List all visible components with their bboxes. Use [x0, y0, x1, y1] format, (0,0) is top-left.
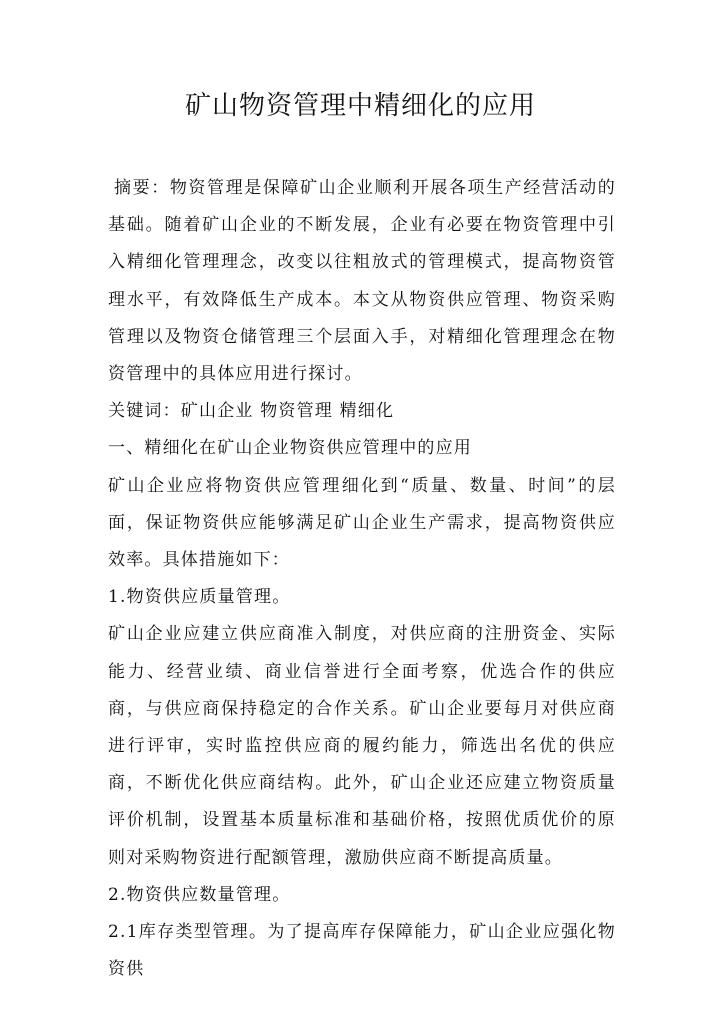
quality-paragraph: 矿山企业应建立供应商准入制度，对供应商的注册资金、实际能力、经营业绩、商业信誉进行全面考察，优选合作的供应商，与供应商保持稳定的合作关系。矿山企业要每月对供应商进行评审，实时监控供应商的履约能力，筛选出名优的供应商，不断优化供应商结构。此外，矿山企业还应建立物资质量评价机制，设置基本质量标准和基础价格，按照优质优价的原则对采购物资进行配额管理，激励供应商不断提高质量。 [108, 624, 616, 868]
keywords-line: 关键词：矿山企业 物资管理 精细化 [108, 401, 395, 422]
subsection-heading-quality: 1.物资供应质量管理。 [108, 587, 291, 608]
subsection-heading-quantity: 2.物资供应数量管理。 [108, 884, 291, 905]
abstract-paragraph: 摘要：物资管理是保障矿山企业顺利开展各项生产经营活动的基础。随着矿山企业的不断发展，企业有必要在物资管理中引入精细化管理理念，改变以往粗放式的管理模式，提高物资管理水平，有效降低生产成本。本文从物资供应管理、物资采购管理以及物资仓储管理三个层面入手，对精细化管理理念在物资管理中的具体应用进行探讨。 [108, 178, 616, 385]
document-title: 矿山物资管理中精细化的应用 [184, 91, 536, 121]
section-intro-paragraph: 矿山企业应将物资供应管理细化到“质量、数量、时间”的层面，保证物资供应能够满足矿山企业生产需求，提高物资供应效率。具体措施如下： [108, 475, 616, 571]
section-heading: 一、精细化在矿山企业物资供应管理中的应用 [108, 438, 472, 459]
document-body [108, 170, 616, 988]
inventory-type-paragraph: 2.1库存类型管理。为了提高库存保障能力，矿山企业应强化物资供 [108, 922, 616, 980]
